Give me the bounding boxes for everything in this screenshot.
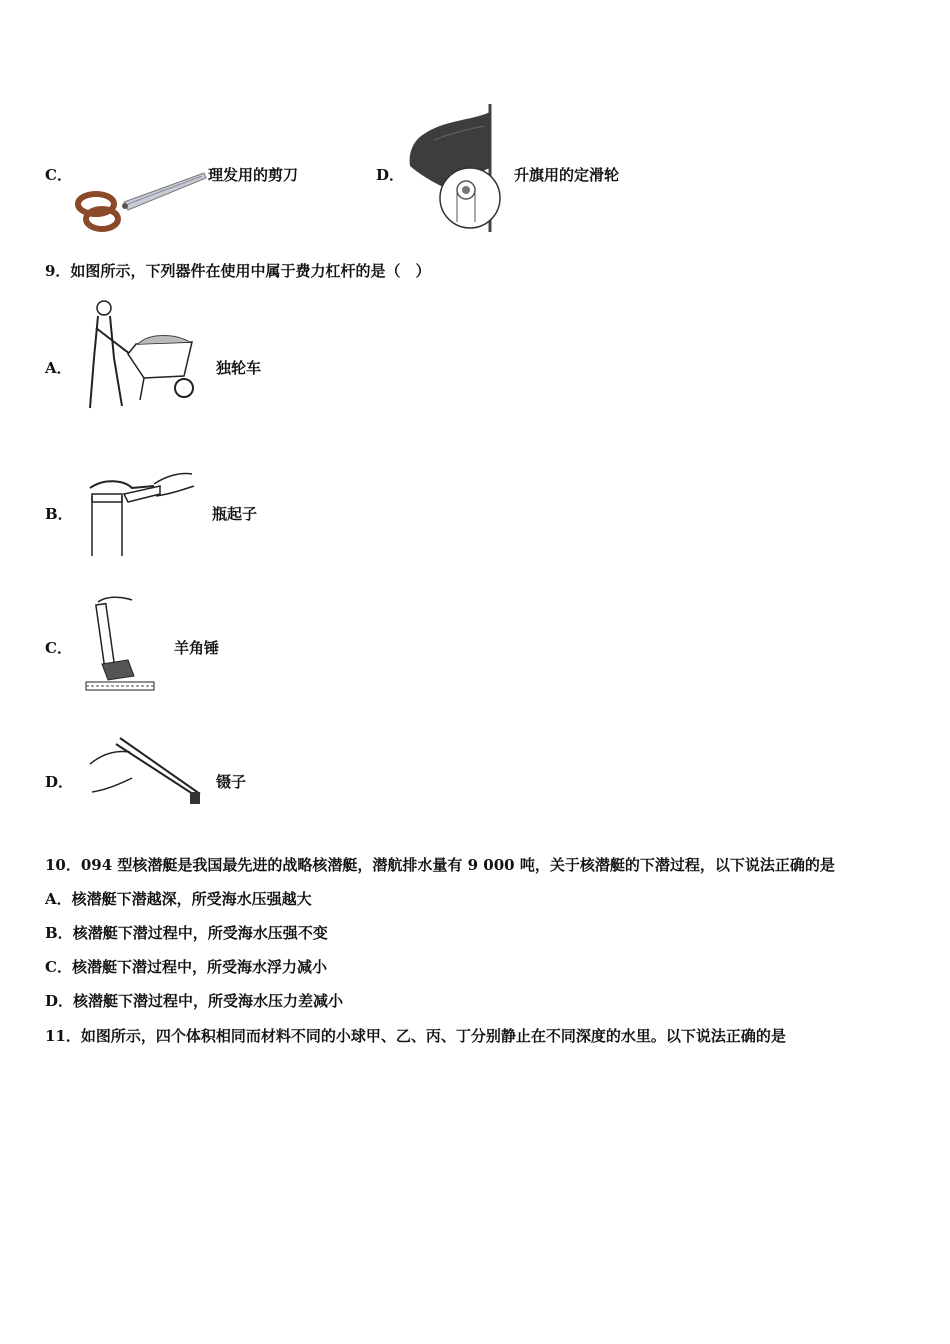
q9-option-c-label: 羊角锤 (174, 639, 220, 657)
q10-stem: 10．094 型核潜艇是我国最先进的战略核潜艇，潜航排水量有 9 000 吨，关于核潜艇的下潜过程，以下说法正确的是 (45, 856, 835, 874)
q10-option-c-text: 核潜艇下潜过程中，所受海水浮力减小 (71, 958, 327, 976)
q9-option-c-letter: C． (45, 639, 72, 657)
scissors-icon (72, 164, 212, 236)
q8-option-d-label: 升旗用的定滑轮 (514, 166, 620, 184)
q10-option-a (45, 890, 312, 908)
q9-option-a-label: 独轮车 (216, 359, 262, 377)
q10-option-a-letter: A． (45, 890, 72, 908)
q9-option-b-label: 瓶起子 (212, 505, 258, 523)
q8-option-d-letter: D． (376, 166, 405, 184)
q10-option-a-text: 核潜艇下潜越深，所受海水压强越大 (71, 890, 312, 908)
q10-option-b-text: 核潜艇下潜过程中，所受海水压强不变 (72, 924, 328, 942)
claw-hammer-icon (84, 592, 158, 696)
q10-option-c (45, 958, 327, 976)
q9-option-d-letter: D． (45, 773, 74, 791)
q10-option-d-text: 核潜艇下潜过程中，所受海水压力差减小 (73, 992, 344, 1010)
q10-option-c-letter: C． (45, 958, 72, 976)
q8-option-c-label: 理发用的剪刀 (208, 166, 299, 184)
q10-option-d (45, 992, 343, 1010)
q9-stem: 9．如图所示，下列器件在使用中属于费力杠杆的是（ ） (45, 262, 431, 280)
q9-option-a-letter: A． (45, 359, 72, 377)
q8-option-c-letter: C． (45, 166, 72, 184)
q9-option-d-label: 镊子 (216, 773, 247, 791)
q11-stem: 11．如图所示，四个体积相同而材料不同的小球甲、乙、丙、丁分别静止在不同深度的水里。以下说法正确的是 (45, 1027, 786, 1045)
q10-option-d-letter: D． (45, 992, 74, 1010)
flag-pulley-icon (404, 100, 509, 235)
bottle-opener-icon (84, 456, 196, 560)
wheelbarrow-icon (84, 298, 204, 413)
q10-option-b (45, 924, 328, 942)
q9-option-b-letter: B． (45, 505, 73, 523)
q10-option-b-letter: B． (45, 924, 73, 942)
tweezers-icon (86, 734, 210, 806)
